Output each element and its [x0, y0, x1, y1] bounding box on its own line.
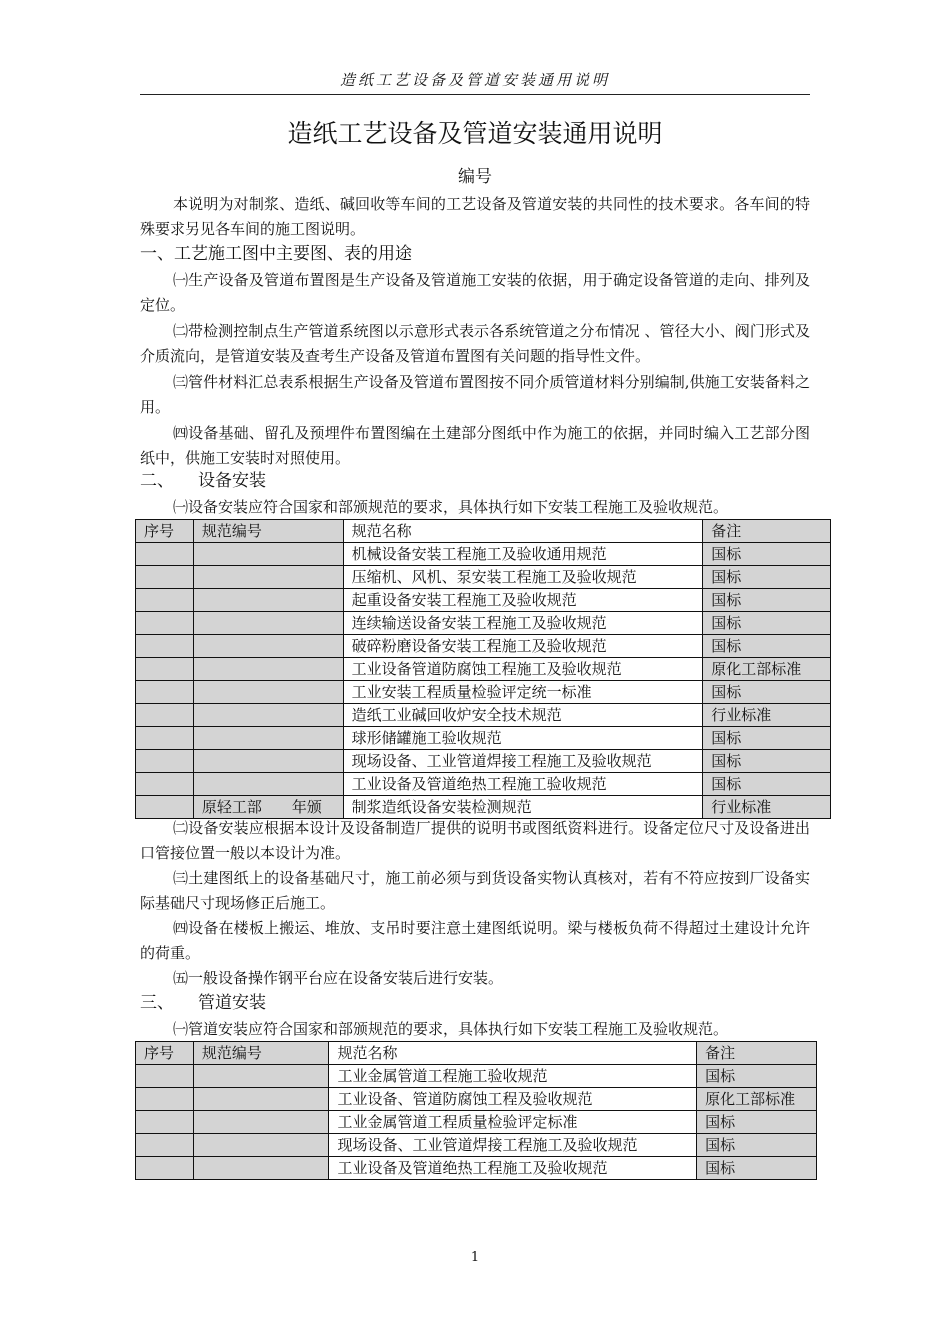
equipment-spec-row — [136, 612, 831, 635]
equipment-spec-cell: 国标 — [703, 566, 831, 589]
equipment-spec-row — [136, 543, 831, 566]
pipe-spec-cell — [193, 1157, 329, 1180]
pipe-spec-table — [135, 1041, 817, 1180]
equipment-spec-cell: 球形储罐施工验收规范 — [343, 727, 703, 750]
equipment-spec-cell — [136, 681, 194, 704]
pipe-spec-cell: 国标 — [697, 1065, 817, 1088]
equipment-spec-header-cell: 备注 — [703, 520, 831, 543]
equipment-spec-cell: 行业标准 — [703, 796, 831, 819]
equipment-spec-cell — [136, 635, 194, 658]
pipe-spec-cell — [136, 1065, 194, 1088]
pipe-spec-cell — [193, 1088, 329, 1111]
equipment-spec-cell: 造纸工业碱回收炉安全技术规范 — [343, 704, 703, 727]
running-header: 造纸工艺设备及管道安装通用说明 — [140, 66, 810, 95]
section-3-lead: ㈠管道安装应符合国家和部颁规范的要求，具体执行如下安装工程施工及验收规范。 — [173, 1020, 729, 1038]
equipment-spec-cell — [193, 612, 343, 635]
equipment-spec-cell — [136, 589, 194, 612]
equipment-spec-header-cell: 序号 — [136, 520, 194, 543]
equipment-spec-table — [135, 519, 831, 819]
pipe-spec-header-cell: 规范名称 — [329, 1042, 697, 1065]
equipment-spec-cell: 工业安装工程质量检验评定统一标准 — [343, 681, 703, 704]
pipe-spec-row — [136, 1111, 817, 1134]
section-2-item-4: ㈣设备在楼板上搬运、堆放、支吊时要注意土建图纸说明。梁与楼板负荷不得超过土建设计允许的荷重。 — [140, 919, 810, 962]
pipe-spec-row — [136, 1065, 817, 1088]
pipe-spec-cell — [193, 1111, 329, 1134]
pipe-spec-cell — [136, 1088, 194, 1111]
equipment-spec-cell: 国标 — [703, 727, 831, 750]
section-3-heading — [140, 991, 810, 1015]
section-2-item-5: ㈤一般设备操作钢平台应在设备安装后进行安装。 — [173, 969, 504, 987]
equipment-spec-cell: 工业设备及管道绝热工程施工验收规范 — [343, 773, 703, 796]
equipment-spec-cell — [136, 658, 194, 681]
section-1-item-1: ㈠生产设备及管道布置图是生产设备及管道施工安装的依据，用于确定设备管道的走向、排列及定位。 — [140, 271, 810, 314]
section-1-number: 一、 — [140, 244, 174, 264]
equipment-spec-cell: 工业设备管道防腐蚀工程施工及验收规范 — [343, 658, 703, 681]
section-1-heading — [140, 242, 810, 266]
equipment-spec-cell — [193, 750, 343, 773]
pipe-spec-cell: 国标 — [697, 1111, 817, 1134]
pipe-spec-header-cell: 备注 — [697, 1042, 817, 1065]
equipment-spec-cell: 国标 — [703, 635, 831, 658]
equipment-spec-cell — [136, 612, 194, 635]
pipe-spec-cell — [136, 1134, 194, 1157]
section-1-title: 工艺施工图中主要图、表的用途 — [174, 244, 412, 264]
equipment-spec-cell: 原轻工部 年颁 — [193, 796, 343, 819]
equipment-spec-cell: 压缩机、风机、泵安装工程施工及验收规范 — [343, 566, 703, 589]
section-2-title: 设备安装 — [198, 471, 266, 491]
equipment-spec-cell — [136, 750, 194, 773]
equipment-spec-cell: 国标 — [703, 750, 831, 773]
equipment-spec-cell: 制浆造纸设备安装检测规范 — [343, 796, 703, 819]
section-1-item-4: ㈣设备基础、留孔及预埋件布置图编在土建部分图纸中作为施工的依据，并同时编入工艺部分图纸中，供施工安装时对照使用。 — [140, 424, 810, 467]
equipment-spec-row — [136, 750, 831, 773]
intro-paragraph: 本说明为对制浆、造纸、碱回收等车间的工艺设备及管道安装的共同性的技术要求。各车间的特殊要求另见各车间的施工图说明。 — [140, 195, 810, 238]
equipment-spec-cell: 行业标准 — [703, 704, 831, 727]
equipment-spec-cell — [193, 589, 343, 612]
equipment-spec-cell — [193, 543, 343, 566]
equipment-spec-cell — [193, 704, 343, 727]
equipment-spec-header-cell: 规范编号 — [193, 520, 343, 543]
equipment-spec-row — [136, 566, 831, 589]
equipment-spec-cell: 原化工部标准 — [703, 658, 831, 681]
pipe-spec-cell: 工业金属管道工程施工验收规范 — [329, 1065, 697, 1088]
equipment-spec-cell: 国标 — [703, 543, 831, 566]
equipment-spec-cell: 国标 — [703, 612, 831, 635]
equipment-spec-row — [136, 704, 831, 727]
equipment-spec-row — [136, 658, 831, 681]
pipe-spec-row — [136, 1134, 817, 1157]
section-2-item-3: ㈢土建图纸上的设备基础尺寸，施工前必须与到货设备实物认真核对，若有不符应按到厂设备实际基础尺寸现场修正后施工。 — [140, 869, 810, 912]
pipe-spec-cell: 原化工部标准 — [697, 1088, 817, 1111]
equipment-spec-cell — [193, 566, 343, 589]
equipment-spec-cell: 国标 — [703, 589, 831, 612]
equipment-spec-cell: 现场设备、工业管道焊接工程施工及验收规范 — [343, 750, 703, 773]
equipment-spec-row — [136, 727, 831, 750]
pipe-spec-header-cell: 序号 — [136, 1042, 194, 1065]
pipe-spec-cell — [136, 1111, 194, 1134]
equipment-spec-cell — [193, 658, 343, 681]
equipment-spec-row — [136, 773, 831, 796]
section-1-item-3: ㈢管件材料汇总表系根据生产设备及管道布置图按不同介质管道材料分别编制,供施工安装备料之用。 — [140, 373, 810, 416]
equipment-spec-cell — [193, 681, 343, 704]
equipment-spec-header-row — [136, 520, 831, 543]
page-number: 1 — [470, 1250, 480, 1265]
document-number-label: 编号 — [458, 167, 492, 187]
pipe-spec-cell: 工业设备及管道绝热工程施工及验收规范 — [329, 1157, 697, 1180]
equipment-spec-cell — [136, 773, 194, 796]
section-2-heading — [140, 469, 810, 493]
section-3-number: 三、 — [140, 993, 174, 1013]
section-2-item-2: ㈡设备安装应根据本设计及设备制造厂提供的说明书或图纸资料进行。设备定位尺寸及设备进出口管接位置一般以本设计为准。 — [140, 819, 810, 862]
pipe-spec-header-row — [136, 1042, 817, 1065]
equipment-spec-cell — [136, 566, 194, 589]
pipe-spec-row — [136, 1088, 817, 1111]
equipment-spec-row — [136, 589, 831, 612]
document-title: 造纸工艺设备及管道安装通用说明 — [287, 119, 663, 148]
equipment-spec-cell: 起重设备安装工程施工及验收规范 — [343, 589, 703, 612]
equipment-spec-cell — [193, 727, 343, 750]
pipe-spec-cell: 国标 — [697, 1134, 817, 1157]
pipe-spec-cell: 国标 — [697, 1157, 817, 1180]
pipe-spec-cell — [136, 1157, 194, 1180]
equipment-spec-cell: 国标 — [703, 681, 831, 704]
section-2-number: 二、 — [140, 471, 174, 491]
section-3-title: 管道安装 — [198, 993, 266, 1013]
equipment-spec-cell: 破碎粉磨设备安装工程施工及验收规范 — [343, 635, 703, 658]
pipe-spec-header-cell: 规范编号 — [193, 1042, 329, 1065]
equipment-spec-row — [136, 635, 831, 658]
section-1-item-2: ㈡带检测控制点生产管道系统图以示意形式表示各系统管道之分布情况 、管径大小、阀门形式及介质流向，是管道安装及查考生产设备及管道布置图有关问题的指导性文件。 — [140, 322, 810, 365]
pipe-spec-cell: 工业设备、管道防腐蚀工程及验收规范 — [329, 1088, 697, 1111]
equipment-spec-cell — [136, 704, 194, 727]
equipment-spec-cell — [193, 773, 343, 796]
pipe-spec-cell: 工业金属管道工程质量检验评定标准 — [329, 1111, 697, 1134]
section-2-lead: ㈠设备安装应符合国家和部颁规范的要求，具体执行如下安装工程施工及验收规范。 — [173, 498, 729, 516]
equipment-spec-row — [136, 681, 831, 704]
equipment-spec-cell — [193, 635, 343, 658]
equipment-spec-cell: 机械设备安装工程施工及验收通用规范 — [343, 543, 703, 566]
equipment-spec-cell: 国标 — [703, 773, 831, 796]
pipe-spec-cell — [193, 1065, 329, 1088]
equipment-spec-cell — [136, 543, 194, 566]
equipment-spec-cell — [136, 727, 194, 750]
pipe-spec-cell: 现场设备、工业管道焊接工程施工及验收规范 — [329, 1134, 697, 1157]
equipment-spec-cell: 连续输送设备安装工程施工及验收规范 — [343, 612, 703, 635]
equipment-spec-header-cell: 规范名称 — [343, 520, 703, 543]
pipe-spec-row — [136, 1157, 817, 1180]
pipe-spec-cell — [193, 1134, 329, 1157]
